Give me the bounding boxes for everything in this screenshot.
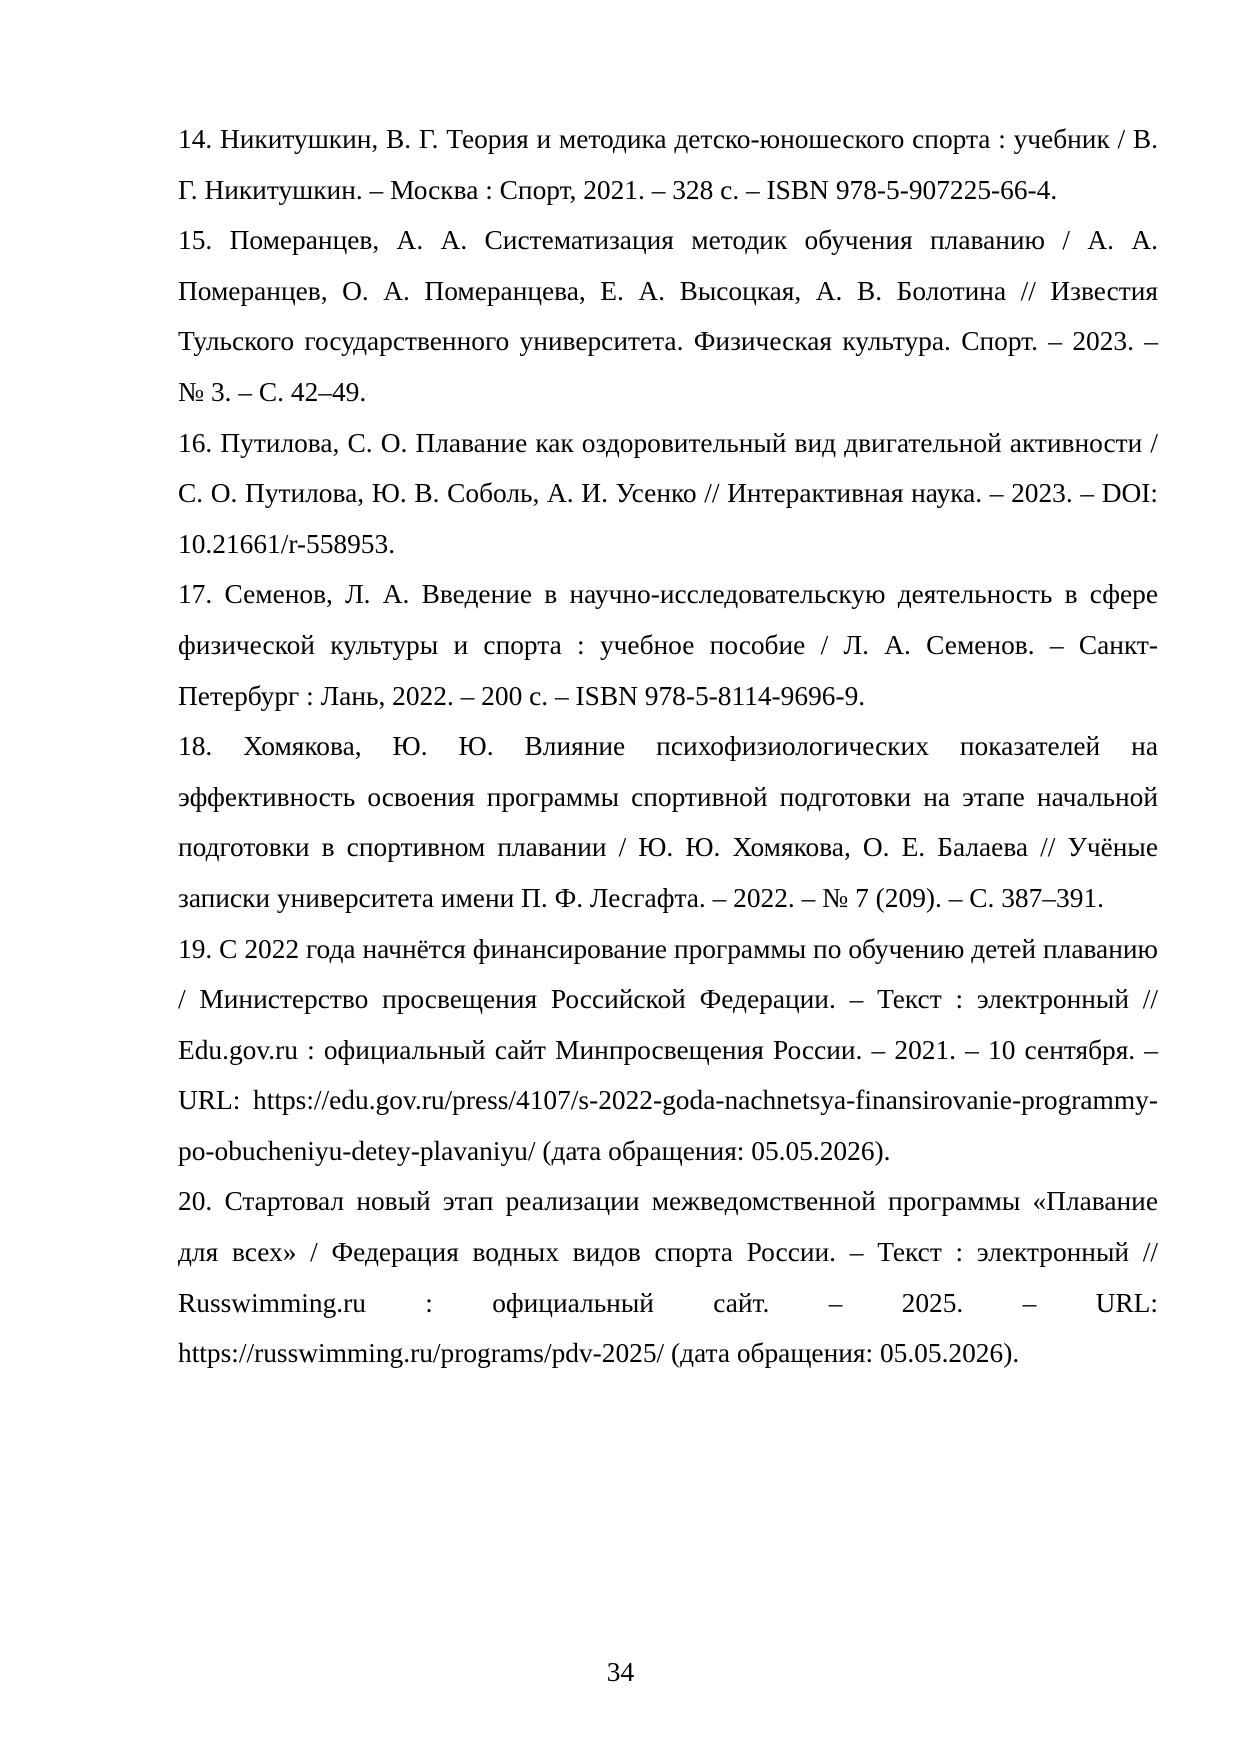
reference-item-18: 18. Хомякова, Ю. Ю. Влияние психофизиологических показателей на эффективность освоения программы спортивной подготовки на этапе начальной подготовки в спортивном плавании / Ю. Ю. Хомякова, О. Е. Балаева // Учёные записки университета имени П. Ф. Лесгафта. – 2022. – № 7 (209). – С. 387–391. [178,731,1158,913]
reference-item-17: 17. Семенов, Л. А. Введение в научно-исследовательскую деятельность в сфере физической культуры и спорта : учебное пособие / Л. А. Семенов. – Санкт-Петербург : Лань, 2022. – 200 с. – ISBN 978-5-8114-9696-9. [178,579,1158,711]
reference-item-20: 20. Стартовал новый этап реализации межведомственной программы «Плавание для всех» / Федерация водных видов спорта России. – Текст : электронный // Russwimming.ru : официальный сайт. – 2025. – URL: https://russwimming.ru/programs/pdv-2025/ (дата обращения: 05.05.2026). [178,1186,1158,1369]
reference-item-16: 16. Путилова, С. О. Плавание как оздоровительный вид двигательной активности / С. О. Путилова, Ю. В. Соболь, А. И. Усенко // Интерактивная наука. – 2023. – DOI: 10.21661/r-558953. [178,427,1158,559]
page-number: 34 [606,1657,635,1687]
reference-item-15: 15. Померанцев, А. А. Систематизация методик обучения плаванию / А. А. Померанцев, О. А. Померанцева, Е. А. Высоцкая, А. В. Болотина // Известия Тульского государственного университета. Физическая культура. Спорт. – 2023. – № 3. – С. 42–49. [178,225,1158,407]
reference-list [178,114,1158,1379]
reference-item-14: 14. Никитушкин, В. Г. Теория и методика детско-юношеского спорта : учебник / В. Г. Никитушкин. – Москва : Спорт, 2021. – 328 с. – ISBN 978-5-907225-66-4. [178,124,1158,205]
reference-item-19: 19. С 2022 года начнётся финансирование программы по обучению детей плаванию / Министерство просвещения Российской Федерации. – Текст : электронный // Edu.gov.ru : официальный сайт Минпросвещения России. – 2021. – 10 сентября. – URL: https://edu.gov.ru/press/4107/s-2022-goda-nachnetsya-finansirovanie-programmy-po-obucheniyu-detey-plavaniyu/ (дата обращения: 05.05.2026). [178,933,1158,1166]
